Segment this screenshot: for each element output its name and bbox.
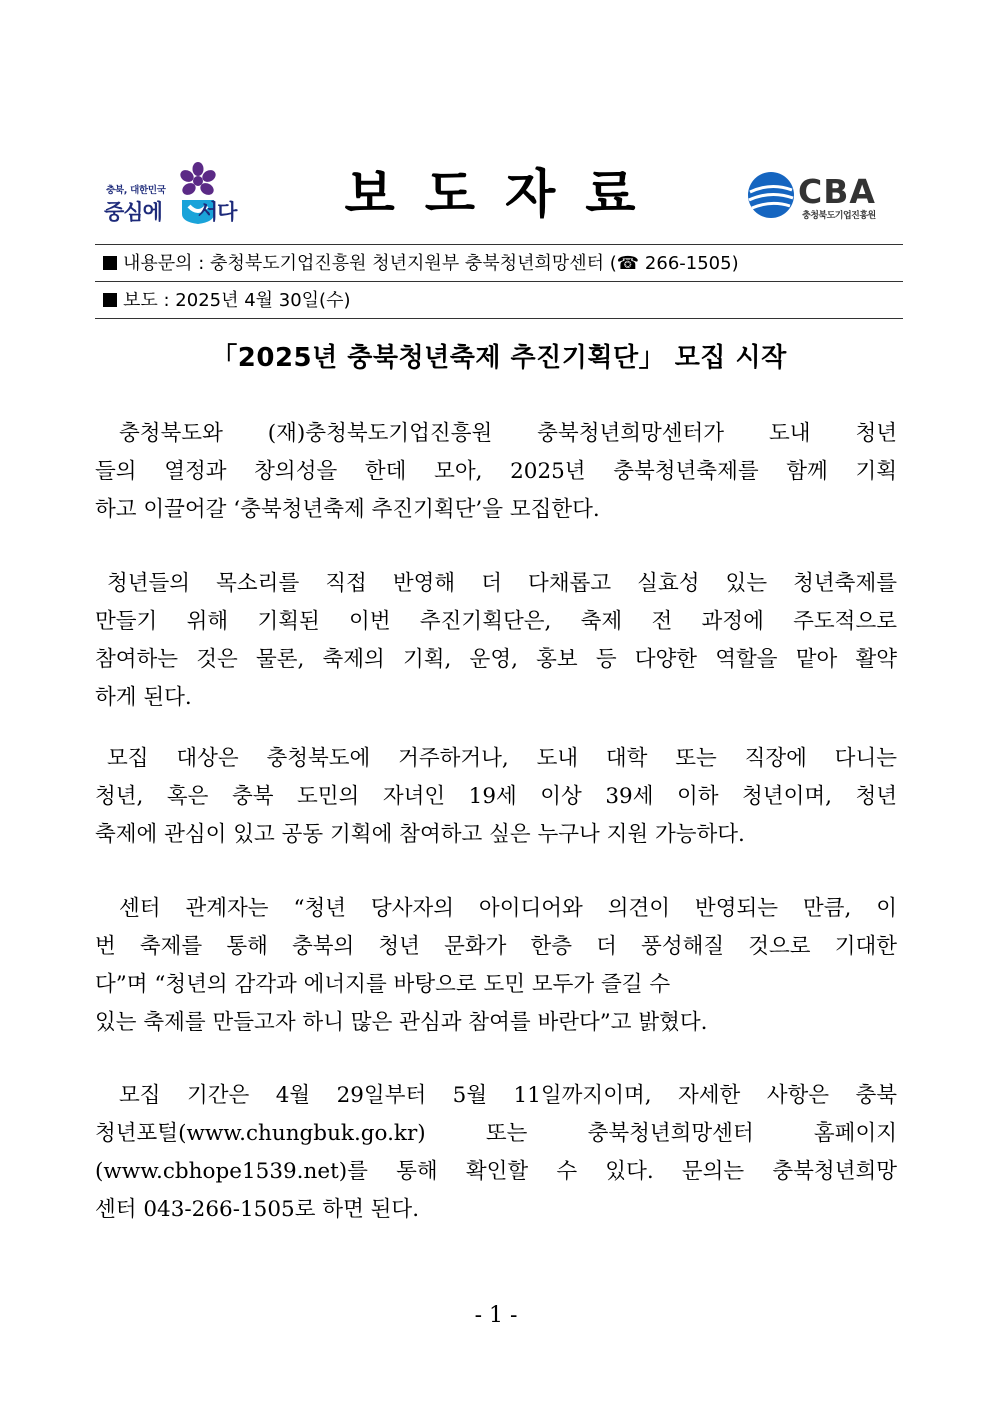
paragraph-2 [95, 565, 897, 717]
info-table [95, 244, 903, 319]
cba-logo [746, 170, 906, 226]
page-number: - 1 - [474, 1303, 518, 1328]
square-bullet-icon [103, 293, 117, 307]
globe-icon [746, 170, 796, 220]
paragraph-line: 하게 된다. [95, 685, 192, 710]
headline: 「2025년 충북청년축제 추진기획단」 모집 시작 [211, 343, 787, 373]
paragraph-line: 센터 관계자는 “청년 당사자의 아이디어와 의견이 반영되는 만큼, 이 [119, 896, 897, 921]
paragraph-5 [95, 1077, 897, 1229]
paragraph-3 [95, 740, 897, 854]
paragraph-line: 축제에 관심이 있고 공동 기획에 참여하고 싶은 누구나 지원 가능하다. [95, 822, 745, 847]
paragraph-1 [95, 415, 897, 529]
paragraph-line: 들의 열정과 창의성을 한데 모아, 2025년 충북청년축제를 함께 기획 [95, 459, 897, 484]
contact-row [95, 244, 903, 281]
logo-slogan [104, 196, 236, 226]
date-text: 보도 : 2025년 4월 30일(수) [123, 290, 351, 311]
paragraph-4 [95, 890, 897, 1042]
paragraph-line: 참여하는 것은 물론, 축제의 기획, 운영, 홍보 등 다양한 역할을 맡아 활약 [95, 647, 897, 672]
contact-text: 내용문의 : 충청북도기업진흥원 청년지원부 충북청년희망센터 (☎ 266-1505) [123, 253, 739, 274]
paragraph-line: 청년포털(www.chungbuk.go.kr) 또는 충북청년희망센터 홈페이지 [95, 1121, 897, 1146]
logo-text-left: 중심에 [104, 200, 162, 224]
paragraph-line: 모집 대상은 충청북도에 거주하거나, 도내 대학 또는 직장에 다니는 [107, 746, 897, 771]
paragraph-line: 센터 043-266-1505로 하면 된다. [95, 1197, 420, 1222]
date-row [95, 281, 903, 319]
paragraph-line: 청년들의 목소리를 직접 반영해 더 다채롭고 실효성 있는 청년축제를 [107, 571, 897, 596]
cba-subtitle: 충청북도기업진흥원 [802, 211, 876, 221]
paragraph-line: 하고 이끌어갈 ‘충북청년축제 추진기획단’을 모집한다. [95, 497, 600, 522]
cba-letters: CBA [798, 172, 876, 211]
logo-tagline: 충북, 대한민국 [106, 185, 166, 196]
paragraph-line: 만들기 위해 기획된 이번 추진기획단은, 축제 전 과정에 주도적으로 [95, 609, 897, 634]
paragraph-line: (www.cbhope1539.net)를 통해 확인할 수 있다. 문의는 충북청년희망 [95, 1159, 897, 1184]
square-bullet-icon [103, 256, 117, 270]
paragraph-line: 모집 기간은 4월 29일부터 5월 11일까지이며, 자세한 사항은 충북 [119, 1083, 897, 1108]
paragraph-line: 충청북도와 (재)충청북도기업진흥원 충북청년희망센터가 도내 청년 [119, 421, 897, 446]
paragraph-line: 다”며 “청년의 감각과 에너지를 바탕으로 도민 모두가 즐길 수 [95, 972, 671, 997]
document-type-title: 보도자료 [344, 165, 666, 225]
logo-text-right: 서다 [197, 200, 237, 224]
paragraph-line: 번 축제를 통해 충북의 청년 문화가 한층 더 풍성해질 것으로 기대한 [95, 934, 897, 959]
paragraph-line: 청년, 혹은 충북 도민의 자녀인 19세 이상 39세 이하 청년이며, 청년 [95, 784, 897, 809]
chungbuk-logo [100, 162, 270, 226]
paragraph-line: 있는 축제를 만들고자 하니 많은 관심과 참여를 바란다”고 밝혔다. [95, 1010, 708, 1035]
